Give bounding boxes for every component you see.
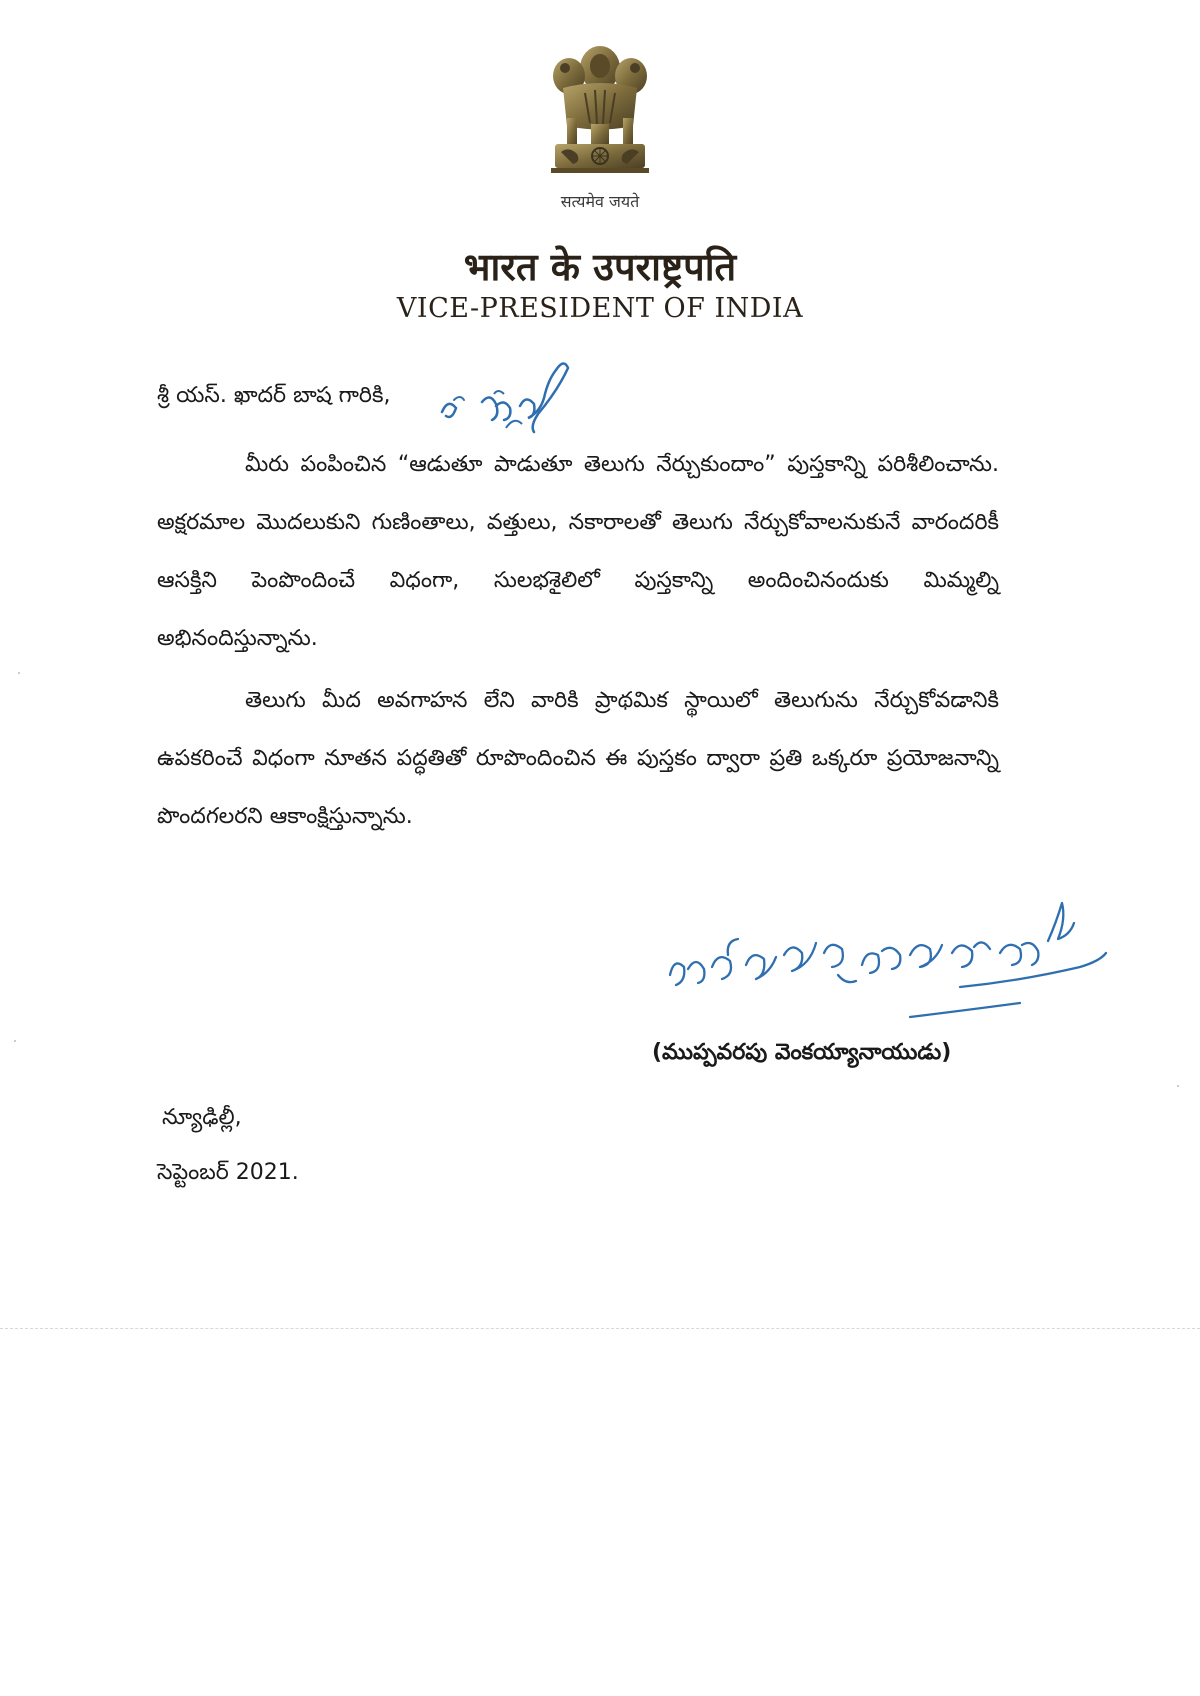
letter-paragraph-2: తెలుగు మీద అవగాహన లేని వారికి ప్రాథమిక స్థాయిలో తెలుగును నేర్చుకోవడానికి ఉపకరించే విధంగా నూతన పద్ధతితో రూపొందించిన ఈ పుస్తకం ద్వారా ప్రతి ఒక్కరూ ప్రయోజనాన్ని పొందగలరని ఆకాంక్షిస్తున్నాను. xyxy=(157,688,999,829)
national-motto: सत्यमेव जयते xyxy=(560,192,640,211)
paper-speck xyxy=(1177,1085,1179,1087)
letter-date: సెప్టెంబర్ 2021. xyxy=(157,1160,299,1185)
salutation: శ్రీ యస్. ఖాదర్ బాష గారికి, xyxy=(157,383,391,408)
place: న్యూఢిల్లీ, xyxy=(162,1105,242,1130)
office-title-hindi: भारत के उपराष्ट्रपति xyxy=(463,244,737,289)
signatory-name: (ముప్పవరపు వెంకయ్యానాయుడు) xyxy=(652,1040,952,1065)
paper-fold-line xyxy=(0,1328,1200,1329)
letter-paragraph-1: మీరు పంపించిన “ఆడుతూ పాడుతూ తెలుగు నేర్చుకుందాం” పుస్తకాన్ని పరిశీలించాను. అక్షరమాల మొదలుకుని గుణింతాలు, వత్తులు, నకారాలతో తెలుగు నేర్చుకోవాలనుకునే వారందరికీ ఆసక్తిని పెంపొందించే విధంగా, సులభశైలిలో పుస్తకాన్ని అందించినందుకు మిమ్మల్ని అభినందిస్తున్నాను. xyxy=(157,452,999,651)
paper-speck xyxy=(18,672,20,674)
national-emblem-icon xyxy=(545,38,655,188)
paper-speck xyxy=(14,1040,16,1042)
office-title-english: VICE-PRESIDENT OF INDIA xyxy=(396,293,804,324)
